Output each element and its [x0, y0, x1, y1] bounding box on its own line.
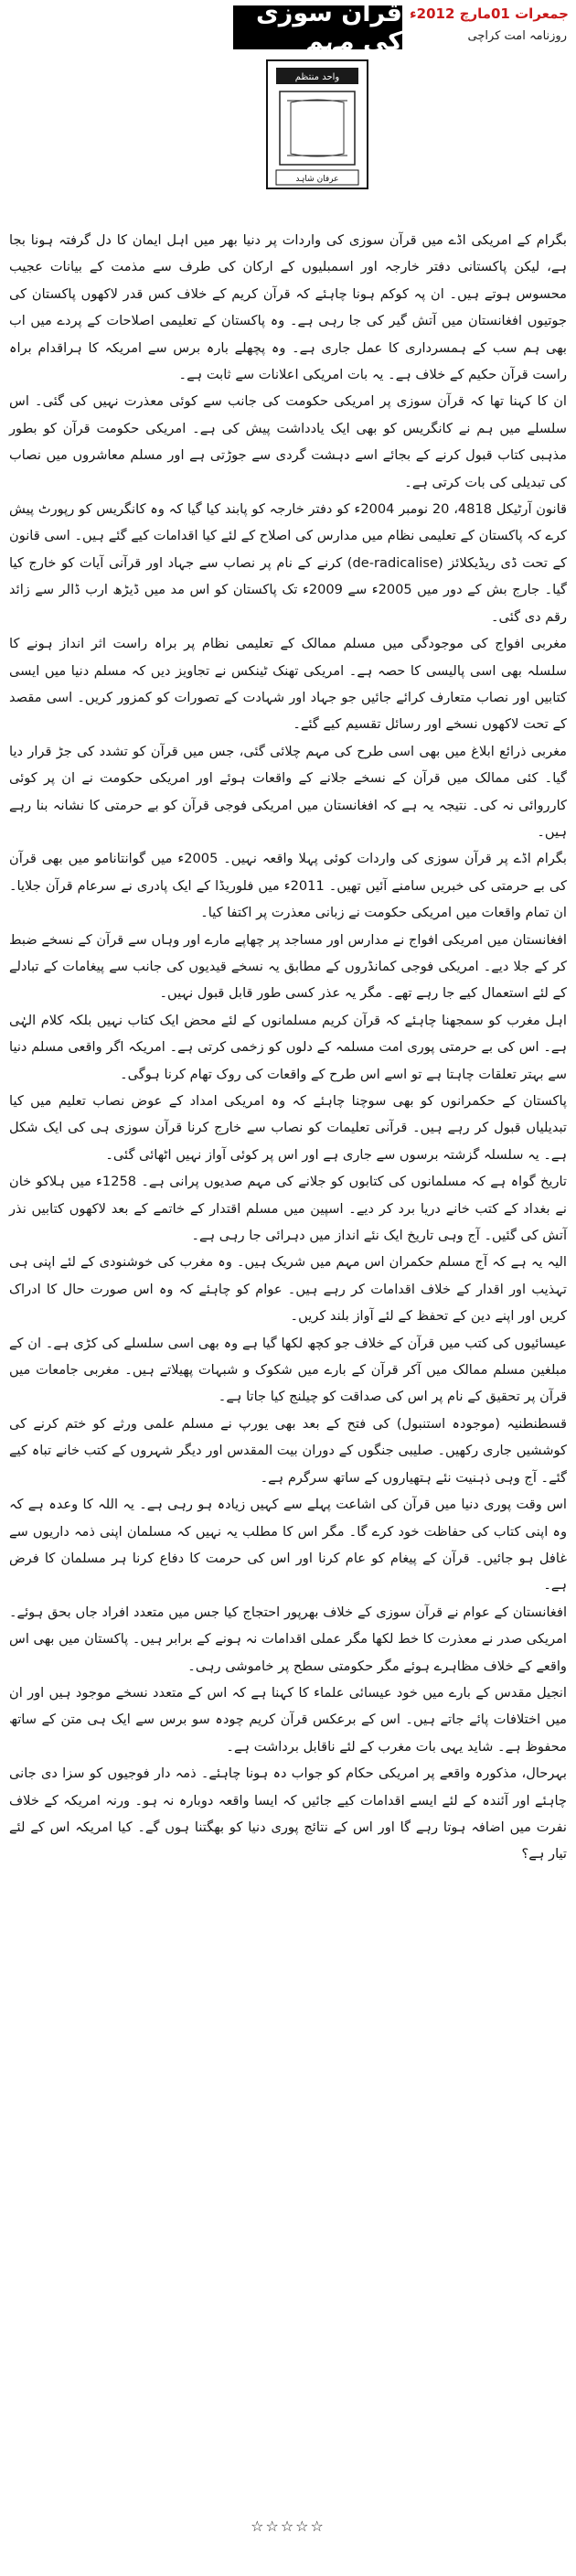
article-paragraph: انجیل مقدس کے بارے میں خود عیسائی علماء کا کہنا ہے کہ اس کے متعدد نسخے موجود ہیں اور ان میں اختلافات پائے جاتے ہیں۔ اس کے برعکس قرآن کریم چودہ سو برس سے ایک ہی متن کے ساتھ محفوظ ہے۔ شاید یہی بات مغرب کے لئے ناقابل برداشت ہے۔ — [9, 1684, 567, 1755]
date-line — [410, 5, 569, 22]
article-paragraph: الیہ یہ ہے کہ آج مسلم حکمران اس مہم میں شریک ہیں۔ وہ مغرب کی خوشنودی کے لئے اپنی ہی تہذیب اور اقدار کے خلاف اقدامات کر رہے ہیں۔ عوام کو چاہئے کہ وہ اس صورت حال کا ادراک کریں اور اپنے دین کے تحفظ کے لئے آواز بلند کریں۔ — [9, 1254, 567, 1325]
article-paragraph: بہرحال، مذکورہ واقعے پر امریکی حکام کو جواب دہ ہونا چاہئے۔ ذمہ دار فوجیوں کو سزا دی جانی چاہئے اور آئندہ کے لئے ایسے اقدامات کیے جائیں کہ ایسا واقعہ دوبارہ نہ ہو۔ ورنہ امریکہ کے خلاف نفرت میں اضافہ ہوتا رہے گا اور اس کے نتائج پوری دنیا کو بھگتنا ہوں گے۔ کیا امریکہ اس کے لئے تیار ہے؟ — [9, 1766, 567, 1862]
article-paragraph: ان کا کہنا تھا کہ قرآن سوزی پر امریکی حکومت کی جانب سے کوئی معذرت نہیں کی گئی۔ اس سلسلے میں ہم نے کانگریس کو بھی ایک یادداشت پیش کی ہے۔ امریکی حکومت قرآن کو بطور مذہبی کتاب قبول کرنے کے بجائے اسے دہشت گردی سے جوڑتی ہے اور مسلم معاشروں میں نصاب کی تبدیلی کی بات کرتی ہے۔ — [9, 393, 567, 490]
source-name: روزنامہ امت کراچی — [467, 29, 567, 43]
article-paragraph: مغربی ذرائع ابلاغ میں بھی اسی طرح کی مہم چلائی گئی، جس میں قرآن کو تشدد کی جڑ قرار دیا گیا۔ کئی ممالک میں قرآن کے نسخے جلانے کے واقعات ہوئے اور امریکی حکومت نے ان پر کوئی کارروائی نہ کی۔ نتیجہ یہ ہے کہ افغانستان میں امریکی فوجی قرآن کو بے حرمتی کا نشانہ بنا رہے ہیں۔ — [9, 743, 567, 840]
date-value: 01مارچ 2012ء — [409, 5, 510, 22]
page-title-text: قرآن سوزی کی مہم — [256, 0, 402, 56]
article-paragraph: بگرام اڈے پر قرآن سوزی کی واردات کوئی پہلا واقعہ نہیں۔ 2005ء میں گوانتانامو میں بھی قرآن کی بے حرمتی کی خبریں سامنے آئیں تھیں۔ 2011ء میں فلوریڈا کے ایک پادری نے سرعام قرآن جلایا۔ ان تمام واقعات میں امریکی حکومت نے زبانی معذرت پر اکتفا کیا۔ — [9, 851, 567, 921]
end-stars: ☆☆☆☆☆ — [251, 2517, 325, 2535]
article-paragraph: تاریخ گواہ ہے کہ مسلمانوں کی کتابوں کو جلانے کی مہم صدیوں پرانی ہے۔ 1258ء میں ہلاکو خان نے بغداد کے کتب خانے دریا برد کر دیے۔ اسپین میں مسلم اقتدار کے خاتمے کے بعد لاکھوں کتابیں نذر آتش کی گئیں۔ آج وہی تاریخ ایک نئے انداز میں دہرائی جا رہی ہے۔ — [9, 1174, 567, 1244]
article-paragraph: مغربی افواج کی موجودگی میں مسلم ممالک کے تعلیمی نظام پر براہ راست اثر انداز ہونے کا سلسلہ بھی اسی پالیسی کا حصہ ہے۔ امریکی تھنک ٹینکس نے تجاویز دیں کہ مسلم دنیا میں ایسی کتابیں اور نصاب متعارف کرائے جائیں جو جہاد اور شہادت کے تصورات کو کمزور کریں۔ اسی مقصد کے تحت لاکھوں نسخے اور رسائل تقسیم کیے گئے۔ — [9, 636, 567, 733]
article-body — [9, 227, 567, 1868]
book-title: واحد منتظم — [294, 72, 340, 82]
article-paragraph: پاکستان کے حکمرانوں کو بھی سوچنا چاہئے کہ وہ امریکی امداد کے عوض نصاب تعلیم میں کیا تبدیلیاں قبول کر رہے ہیں۔ قرآنی تعلیمات کو نصاب سے خارج کرنا قرآن سوزی ہی کی ایک شکل ہے۔ یہ سلسلہ گزشتہ برسوں سے جاری ہے اور اس پر کوئی آواز نہیں اٹھائی گئی۔ — [9, 1093, 567, 1163]
article-paragraph: قانون آرٹیکل 4818، 20 نومبر 2004ء کو دفتر خارجہ کو پابند کیا گیا کہ وہ کانگریس کو رپورٹ پیش کرے کہ پاکستان کے تعلیمی نظام میں مدارس کی اصلاح کے لئے کیا اقدامات کیے گئے ہیں۔ اسی قانون کے تحت ڈی ریڈیکلائز (de-radicalise) کرنے کے نام پر نصاب سے جہاد اور قرآنی آیات کو خارج کیا گیا۔ جارج بش کے دور میں 2005ء سے 2009ء تک پاکستان کو اس مد میں ڈیڑھ ارب ڈالر سے زائد رقم دی گئی۔ — [8, 501, 568, 625]
book-author: عرفان شاہد — [295, 175, 339, 184]
article-paragraph: بگرام کے امریکی اڈے میں قرآن سوزی کی واردات پر دنیا بھر میں اہل ایمان کا دل گرفتہ ہونا بجا ہے، لیکن پاکستانی دفتر خارجہ اور اسمبلیوں کے ارکان کی طرف سے مذمت کے بیانات عجیب محسوس ہوتے ہیں۔ ان پہ کوکم ہونا چاہئے کہ قرآن کریم کے خلاف کس قدر لاکھوں پاکستان کی جوتیوں افغانستان میں آتش گیر کی جا رہی ہے۔ وہ پاکستان کے تعلیمی اصلاحات کے پردے میں اب بھی ہم سب کے ہمسرداری کا عمل جاری ہے۔ وہ پچھلے بارہ برس سے امریکہ کا ہراقدام براہ راست قرآن حکیم کے خلاف ہے۔ یہ بات امریکی اعلانات سے ثابت ہے۔ — [9, 232, 567, 383]
book-cover-image — [263, 57, 371, 192]
page-title — [233, 0, 402, 56]
article-paragraph: افغانستان کے عوام نے قرآن سوزی کے خلاف بھرپور احتجاج کیا جس میں متعدد افراد جاں بحق ہوئے۔ امریکی صدر نے معذرت کا خط لکھا مگر عملی اقدامات نہ ہونے کے برابر ہیں۔ پاکستان میں بھی اس واقعے کے خلاف مظاہرے ہوئے مگر حکومتی سطح پر خاموشی رہی۔ — [9, 1604, 567, 1674]
article-paragraph: اس وقت پوری دنیا میں قرآن کی اشاعت پہلے سے کہیں زیادہ ہو رہی ہے۔ یہ اللہ کا وعدہ ہے کہ وہ اپنی کتاب کی حفاظت خود کرے گا۔ مگر اس کا مطلب یہ نہیں کہ مسلمان اپنی ذمہ داریوں سے غافل ہو جائیں۔ قرآن کے پیغام کو عام کرنا اور اس کی حرمت کا دفاع کرنا ہر مسلمان کا فرض ہے۔ — [9, 1497, 567, 1594]
article-paragraph: قسطنطنیہ (موجودہ استنبول) کی فتح کے بعد بھی یورپ نے مسلم علمی ورثے کو ختم کرنے کی کوششیں جاری رکھیں۔ صلیبی جنگوں کے دوران بیت المقدس اور دیگر شہروں کے کتب خانے تباہ کیے گئے۔ آج وہی ذہنیت نئے ہتھیاروں کے ساتھ سرگرم ہے۔ — [9, 1415, 567, 1486]
article-paragraph: عیسائیوں کی کتب میں قرآن کے خلاف جو کچھ لکھا گیا ہے وہ بھی اسی سلسلے کی کڑی ہے۔ ان کے مبلغین مسلم ممالک میں آکر قرآن کے بارے میں شکوک و شبہات پھیلاتے ہیں۔ مغربی جامعات میں قرآن پر تحقیق کے نام پر اس کی صداقت کو چیلنج کیا جاتا ہے۔ — [9, 1335, 567, 1405]
article-paragraph: اہل مغرب کو سمجھنا چاہئے کہ قرآن کریم مسلمانوں کے لئے محض ایک کتاب نہیں بلکہ کلام الہٰی ہے۔ اس کی بے حرمتی پوری امت مسلمہ کے دلوں کو زخمی کرتی ہے۔ امریکہ اگر واقعی مسلم دنیا سے بہتر تعلقات چاہتا ہے تو اسے اس طرح کے واقعات کی روک تھام کرنا ہوگی۔ — [9, 1012, 567, 1082]
article-paragraph: افغانستان میں امریکی افواج نے مدارس اور مساجد پر چھاپے مارے اور وہاں سے قرآن کے نسخے ضبط کر کے جلا دیے۔ امریکی فوجی کمانڈروں کے مطابق یہ نسخے قیدیوں کی جانب سے پیغامات کے تبادلے کے لئے استعمال کیے جا رہے تھے۔ مگر یہ عذر کسی طور قابل قبول نہیں۔ — [9, 931, 567, 1002]
date-day: جمعرات — [515, 5, 569, 22]
